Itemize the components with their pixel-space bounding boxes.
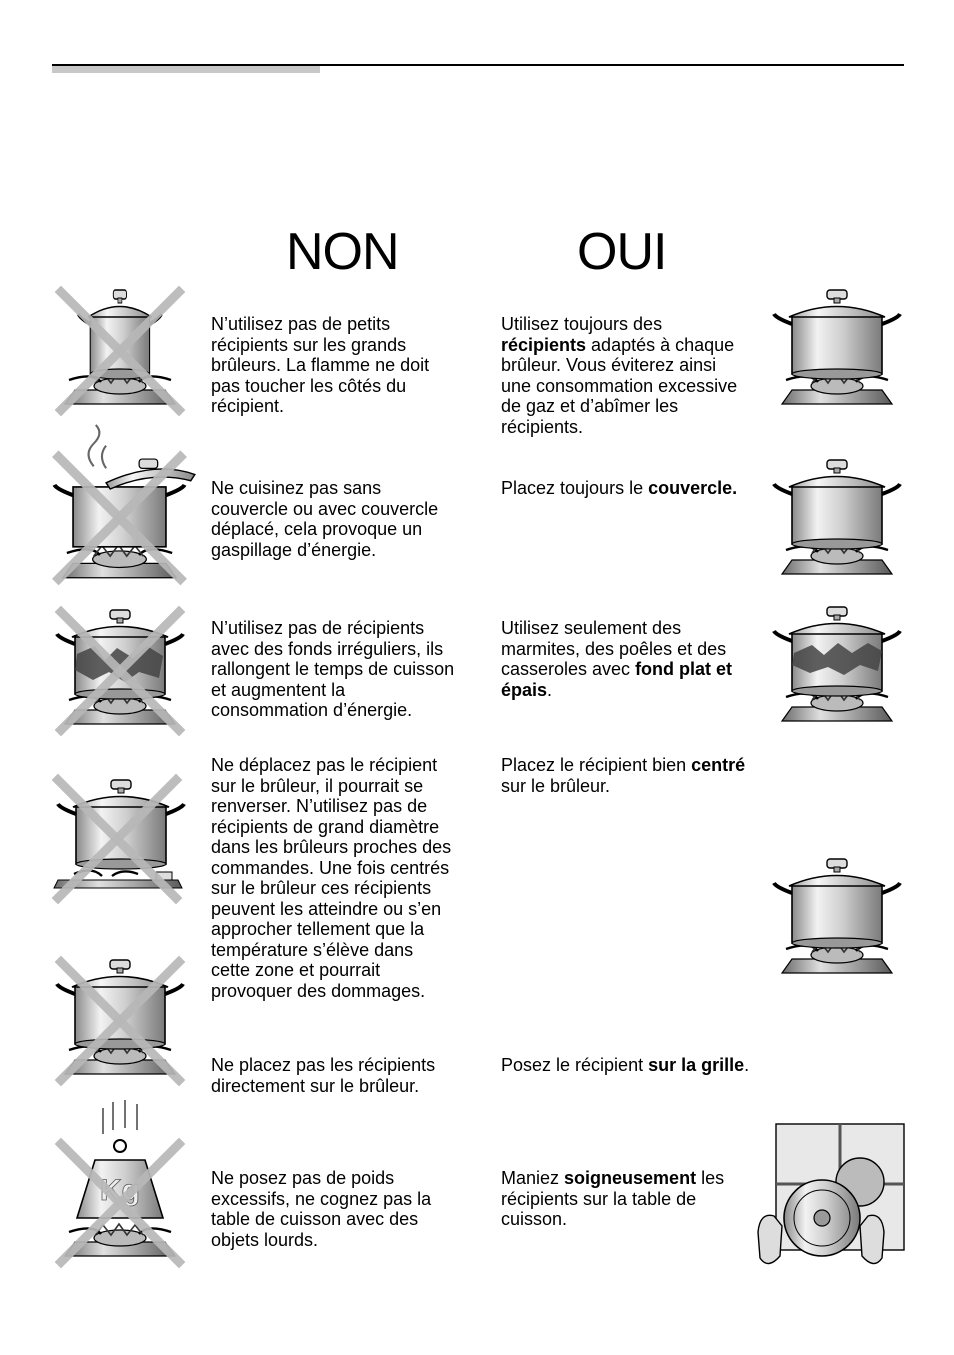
oui-text-centered: Placez le récipient bien centré sur le brûleur. bbox=[501, 755, 746, 796]
oui-text-lid: Placez toujours le couvercle. bbox=[501, 478, 738, 498]
non-text-small-pot: N’utilisez pas de petits récipients sur les grands brûleurs. La flamme ne doit pas toucher les côtés du récipient. bbox=[211, 314, 430, 416]
crossed-out-pot-icon bbox=[52, 425, 187, 585]
oui-text-adapted-pot: Utilisez toujours des récipients adaptés à chaque brûleur. Vous éviterez ainsi une consommation excessive de gaz et d’abîmer les récipients. bbox=[501, 314, 738, 437]
oui-text-on-grill: Posez le récipient sur la grille. bbox=[501, 1055, 750, 1075]
pot-on-burner-icon bbox=[772, 456, 902, 581]
non-text-heavy-objects: Ne posez pas de poids excessifs, ne cognez pas la table de cuisson avec des objets lourds. bbox=[211, 1168, 432, 1250]
hands-holding-pot-icon bbox=[756, 1120, 906, 1275]
non-text-irregular-base: N’utilisez pas de récipients avec des fonds irréguliers, ils rallongent le temps de cuisson et augmentent la consommation d’énergie. bbox=[211, 618, 455, 720]
crossed-out-pot-icon bbox=[55, 956, 185, 1081]
oui-text-flat-base: Utilisez seulement des marmites, des poêles et des casseroles avec fond plat et épais. bbox=[501, 618, 733, 700]
non-text-large-pot: Ne déplacez pas le récipient sur le brûleur, il pourrait se renverser. N’utilisez pas de récipients de grand diamètre dans les brûleurs proches des commandes. Une fois centrés sur le brûleur ces récipients peuvent les atteindre ou s’en approcher tellement que la température s’élève dans cette zone et pourrait provoquer des dommages. bbox=[211, 755, 452, 1001]
heading-oui: OUI bbox=[577, 223, 667, 281]
crossed-out-pot-icon bbox=[55, 606, 185, 731]
heading-non: NON bbox=[286, 223, 399, 281]
crossed-out-pot-icon bbox=[52, 774, 187, 899]
crossed-out-pot-icon bbox=[55, 286, 185, 411]
kg-weight-icon bbox=[55, 1100, 185, 1272]
non-text-direct-burner: Ne placez pas les récipients directement sur le brûleur. bbox=[211, 1055, 436, 1096]
top-rule-tab bbox=[52, 66, 320, 73]
pot-on-burner-icon bbox=[772, 603, 902, 728]
pot-on-burner-icon bbox=[772, 286, 902, 411]
pot-on-burner-icon bbox=[772, 855, 902, 980]
non-text-no-lid: Ne cuisinez pas sans couvercle ou avec couvercle déplacé, cela provoque un gaspillage d’énergie. bbox=[211, 478, 439, 560]
weight-label: Kg bbox=[100, 1174, 140, 1207]
oui-text-careful: Maniez soigneusement les récipients sur la table de cuisson. bbox=[501, 1168, 725, 1229]
